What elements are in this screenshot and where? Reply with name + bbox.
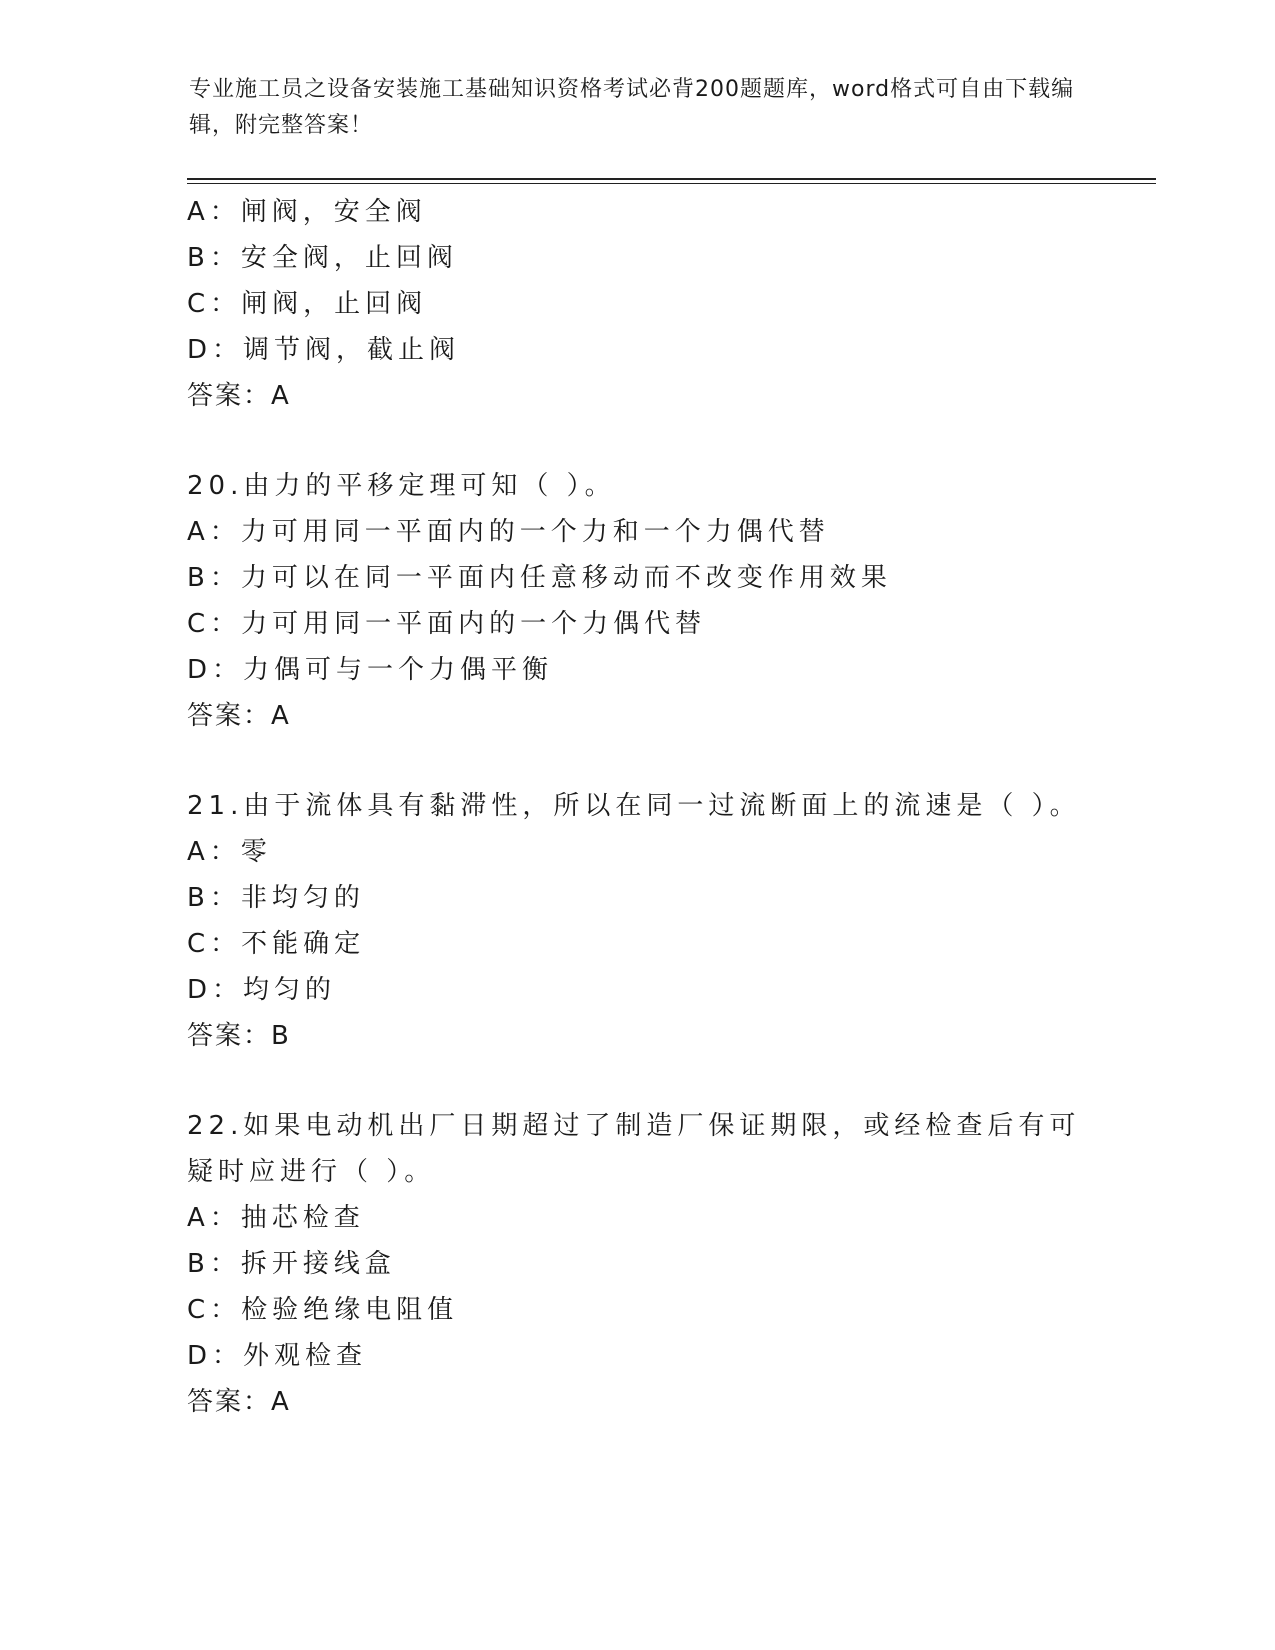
question-stem: 21.由于流体具有黏滞性，所以在同一过流断面上的流速是（ ）。 xyxy=(187,791,1081,821)
option-d: D：均匀的 xyxy=(187,975,337,1005)
answer-line: 答案：A xyxy=(187,1387,291,1417)
option-b: B：力可以在同一平面内任意移动而不改变作用效果 xyxy=(187,563,892,593)
option-c: C：检验绝缘电阻值 xyxy=(187,1295,459,1325)
question-block-19 xyxy=(187,189,1147,419)
answer-line: 答案：A xyxy=(187,381,291,411)
option-a: A：力可用同一平面内的一个力和一个力偶代替 xyxy=(187,517,830,547)
answer-line: 答案：A xyxy=(187,701,291,731)
header-divider xyxy=(187,178,1156,180)
header-divider-thin xyxy=(187,183,1156,184)
question-stem: 22.如果电动机出厂日期超过了制造厂保证期限，或经检查后有可疑时应进行（ ）。 xyxy=(187,1111,1081,1187)
option-b: B：拆开接线盒 xyxy=(187,1249,396,1279)
option-c: C：不能确定 xyxy=(187,929,366,959)
spacer xyxy=(187,739,1147,783)
question-block-22 xyxy=(187,1103,1147,1425)
option-d: D：调节阀，截止阀 xyxy=(187,335,461,365)
option-b: B：安全阀，止回阀 xyxy=(187,243,458,273)
spacer xyxy=(187,1059,1147,1103)
question-block-21 xyxy=(187,783,1147,1059)
option-d: D：外观检查 xyxy=(187,1341,368,1371)
question-list xyxy=(187,189,1147,1425)
document-header: 专业施工员之设备安装施工基础知识资格考试必背200题题库，word格式可自由下载编辑，附完整答案！ xyxy=(189,77,1075,138)
option-c: C：力可用同一平面内的一个力偶代替 xyxy=(187,609,707,639)
option-b: B：非均匀的 xyxy=(187,883,365,913)
option-c: C：闸阀，止回阀 xyxy=(187,289,428,319)
answer-line: 答案：B xyxy=(187,1021,291,1051)
option-a: A：闸阀，安全阀 xyxy=(187,197,427,227)
spacer xyxy=(187,419,1147,463)
option-a: A：抽芯检查 xyxy=(187,1203,365,1233)
option-a: A：零 xyxy=(187,837,272,867)
question-stem: 20.由力的平移定理可知（ ）。 xyxy=(187,471,616,501)
option-d: D：力偶可与一个力偶平衡 xyxy=(187,655,554,685)
question-block-20 xyxy=(187,463,1147,739)
